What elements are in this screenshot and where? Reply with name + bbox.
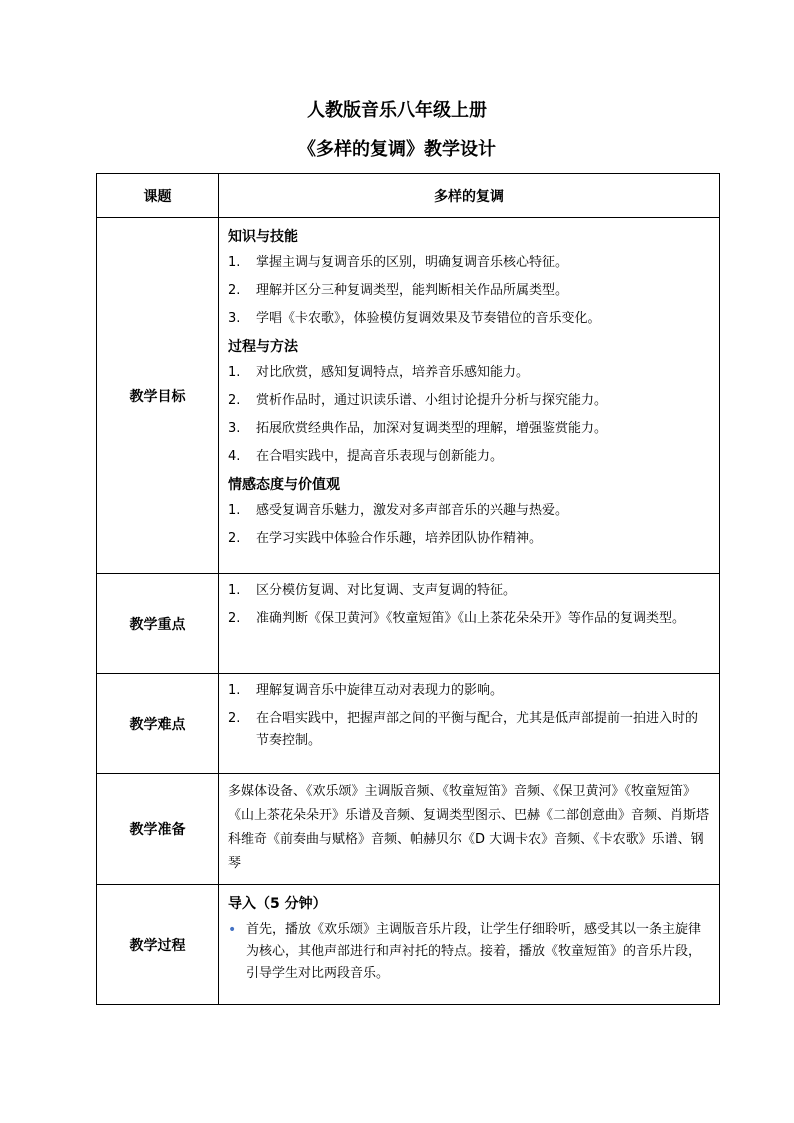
preparation-text: 多媒体设备、《欢乐颂》主调版音频、《牧童短笛》音频、《保卫黄河》《牧童短笛》《山上茶花朵朵开》乐谱及音频、复调类型图示、巴赫《二部创意曲》音频、肖斯塔科维奇《前奏曲与赋格》音频、帕赫贝尔《D 大调卡农》音频、《卡农歌》乐谱、钢琴 (228, 784, 710, 871)
lesson-plan-table (96, 173, 720, 1005)
list-item (228, 708, 709, 752)
list-item (228, 446, 709, 468)
item-text: 掌握主调与复调音乐的区别，明确复调音乐核心特征。 (256, 255, 569, 270)
document-title: 人教版音乐八年级上册 (307, 100, 487, 121)
item-text: 在学习实践中体验合作乐趣，培养团队协作精神。 (256, 531, 543, 546)
item-number: 1. (228, 365, 241, 380)
list-item (228, 919, 709, 985)
objectives-content (219, 218, 720, 574)
item-text: 首先，播放《欢乐颂》主调版音乐片段，让学生仔细聆听，感受其以一条主旋律为核心，其他声部进行和声衬托的特点。接着，播放《牧童短笛》的音乐片段，引导学生对比两段音乐。 (246, 922, 702, 981)
list-item (228, 252, 709, 274)
section-heading-knowledge: 知识与技能 (228, 229, 298, 245)
list-item (228, 362, 709, 384)
item-number: 2. (228, 711, 241, 726)
list-item (228, 418, 709, 440)
item-number: 1. (228, 503, 241, 518)
item-text: 感受复调音乐魅力，激发对多声部音乐的兴趣与热爱。 (256, 503, 569, 518)
process-content (219, 885, 720, 1005)
topic-value: 多样的复调 (219, 174, 720, 218)
difficulties-label: 教学难点 (97, 674, 219, 774)
section-heading-attitude: 情感态度与价值观 (228, 477, 340, 493)
item-text: 准确判断《保卫黄河》《牧童短笛》《山上茶花朵朵开》等作品的复调类型。 (256, 611, 686, 626)
item-number: 1. (228, 255, 241, 270)
table-row-objectives (97, 218, 720, 574)
bullet-icon: • (228, 922, 237, 938)
item-number: 1. (228, 683, 241, 698)
table-row-key-points (97, 574, 720, 674)
item-number: 3. (228, 311, 241, 326)
item-text: 在合唱实践中，提高音乐表现与创新能力。 (256, 449, 504, 464)
preparation-label: 教学准备 (97, 774, 219, 885)
table-row-topic (97, 174, 720, 218)
item-text: 学唱《卡农歌》，体验模仿复调效果及节奏错位的音乐变化。 (256, 311, 601, 326)
document-subtitle: 《多样的复调》教学设计 (298, 139, 496, 160)
item-text: 理解复调音乐中旋律互动对表现力的影响。 (256, 683, 504, 698)
objectives-label: 教学目标 (97, 218, 219, 574)
item-number: 2. (228, 611, 241, 626)
key-points-content (219, 574, 720, 674)
key-points-label: 教学重点 (97, 574, 219, 674)
list-item (228, 500, 709, 522)
list-item (228, 580, 709, 602)
list-item (228, 280, 709, 302)
item-number: 1. (228, 583, 241, 598)
item-number: 3. (228, 421, 241, 436)
item-text: 在合唱实践中，把握声部之间的平衡与配合，尤其是低声部提前一拍进入时的节奏控制。 (256, 711, 699, 748)
process-label: 教学过程 (97, 885, 219, 1005)
difficulties-content (219, 674, 720, 774)
item-number: 2. (228, 393, 241, 408)
table-row-process (97, 885, 720, 1005)
list-item (228, 390, 709, 412)
table-row-difficulties (97, 674, 720, 774)
preparation-content (219, 774, 720, 885)
item-text: 区分模仿复调、对比复调、支声复调的特征。 (256, 583, 517, 598)
list-item (228, 308, 709, 330)
list-item (228, 528, 709, 550)
item-number: 2. (228, 283, 241, 298)
table-row-preparation (97, 774, 720, 885)
list-item (228, 608, 709, 630)
list-item (228, 680, 709, 702)
topic-label: 课题 (97, 174, 219, 218)
item-text: 理解并区分三种复调类型，能判断相关作品所属类型。 (256, 283, 569, 298)
item-number: 4. (228, 449, 241, 464)
item-text: 赏析作品时，通过识读乐谱、小组讨论提升分析与探究能力。 (256, 393, 608, 408)
item-text: 对比欣赏，感知复调特点，培养音乐感知能力。 (256, 365, 530, 380)
section-heading-process: 过程与方法 (228, 339, 298, 355)
item-text: 拓展欣赏经典作品，加深对复调类型的理解，增强鉴赏能力。 (256, 421, 608, 436)
item-number: 2. (228, 531, 241, 546)
section-heading-intro: 导入（5 分钟） (228, 896, 327, 912)
